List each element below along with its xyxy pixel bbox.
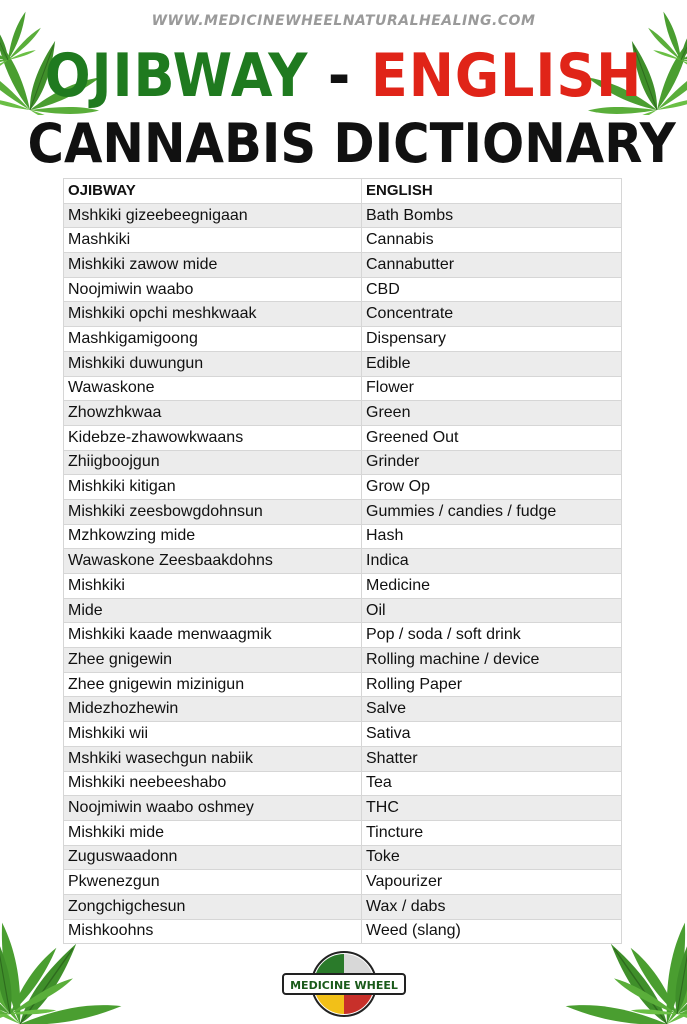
ojibway-term: Mishkiki kitigan [64, 475, 362, 500]
english-term: Greened Out [362, 425, 622, 450]
table-header-row [64, 179, 622, 204]
logo-text: MEDICINE WHEEL [290, 979, 398, 992]
table-row [64, 228, 622, 253]
table-row [64, 203, 622, 228]
medicine-wheel-logo [281, 950, 407, 1018]
ojibway-term: Zhowzhkwaa [64, 401, 362, 426]
table-row [64, 450, 622, 475]
table-row [64, 845, 622, 870]
ojibway-term: Mishkiki kaade menwaagmik [64, 623, 362, 648]
table-row [64, 746, 622, 771]
english-term: Salve [362, 697, 622, 722]
english-term: Concentrate [362, 302, 622, 327]
ojibway-term: Midezhozhewin [64, 697, 362, 722]
ojibway-term: Noojmiwin waabo oshmey [64, 796, 362, 821]
dictionary-table [63, 178, 622, 944]
table-row [64, 722, 622, 747]
table-row [64, 771, 622, 796]
ojibway-term: Mashkiki [64, 228, 362, 253]
table-row [64, 697, 622, 722]
ojibway-term: Mishkiki duwungun [64, 351, 362, 376]
column-header-english: ENGLISH [362, 179, 622, 204]
english-term: Bath Bombs [362, 203, 622, 228]
ojibway-term: Pkwenezgun [64, 870, 362, 895]
table-row [64, 648, 622, 673]
website-url: WWW.MEDICINEWHEELNATURALHEALING.COM [151, 13, 536, 29]
ojibway-term: Zongchigchesun [64, 894, 362, 919]
english-term: Wax / dabs [362, 894, 622, 919]
english-term: Dispensary [362, 327, 622, 352]
ojibway-term: Mishkiki neebeeshabo [64, 771, 362, 796]
ojibway-term: Mishkiki mide [64, 820, 362, 845]
ojibway-term: Mide [64, 598, 362, 623]
table-row [64, 894, 622, 919]
table-row [64, 598, 622, 623]
english-term: Hash [362, 524, 622, 549]
english-term: Sativa [362, 722, 622, 747]
ojibway-term: Mishkiki wii [64, 722, 362, 747]
english-term: Pop / soda / soft drink [362, 623, 622, 648]
table-row [64, 425, 622, 450]
table-row [64, 549, 622, 574]
table-row [64, 524, 622, 549]
ojibway-term: Noojmiwin waabo [64, 277, 362, 302]
english-term: Medicine [362, 574, 622, 599]
ojibway-term: Zhee gnigewin mizinigun [64, 672, 362, 697]
table-row [64, 919, 622, 944]
english-term: THC [362, 796, 622, 821]
table-row [64, 796, 622, 821]
ojibway-term: Mishkiki zeesbowgdohnsun [64, 499, 362, 524]
english-term: Rolling machine / device [362, 648, 622, 673]
english-term: Vapourizer [362, 870, 622, 895]
english-term: Indica [362, 549, 622, 574]
table-row [64, 401, 622, 426]
table-row [64, 623, 622, 648]
table-row [64, 253, 622, 278]
english-term: CBD [362, 277, 622, 302]
column-header-ojibway: OJIBWAY [64, 179, 362, 204]
english-term: Shatter [362, 746, 622, 771]
table-row [64, 351, 622, 376]
table-row [64, 499, 622, 524]
ojibway-term: Wawaskone [64, 376, 362, 401]
ojibway-term: Zhiigboojgun [64, 450, 362, 475]
english-term: Rolling Paper [362, 672, 622, 697]
ojibway-term: Mishkoohns [64, 919, 362, 944]
table-row [64, 870, 622, 895]
page-subtitle: CANNABIS DICTIONARY [27, 112, 676, 175]
table-row [64, 820, 622, 845]
english-term: Tea [362, 771, 622, 796]
title-english: ENGLISH [370, 41, 643, 111]
ojibway-term: Mishkiki [64, 574, 362, 599]
english-term: Flower [362, 376, 622, 401]
table-row [64, 327, 622, 352]
ojibway-term: Mishkiki zawow mide [64, 253, 362, 278]
english-term: Cannabutter [362, 253, 622, 278]
ojibway-term: Mshkiki gizeebeegnigaan [64, 203, 362, 228]
english-term: Tincture [362, 820, 622, 845]
ojibway-term: Mshkiki wasechgun nabiik [64, 746, 362, 771]
english-term: Grow Op [362, 475, 622, 500]
table-row [64, 672, 622, 697]
english-term: Gummies / candies / fudge [362, 499, 622, 524]
english-term: Toke [362, 845, 622, 870]
ojibway-term: Mishkiki opchi meshkwaak [64, 302, 362, 327]
english-term: Weed (slang) [362, 919, 622, 944]
ojibway-term: Zuguswaadonn [64, 845, 362, 870]
ojibway-term: Mzhkowzing mide [64, 524, 362, 549]
page-title [34, 40, 652, 112]
table-row [64, 376, 622, 401]
table-row [64, 277, 622, 302]
table-row [64, 475, 622, 500]
english-term: Edible [362, 351, 622, 376]
english-term: Oil [362, 598, 622, 623]
english-term: Green [362, 401, 622, 426]
table-row [64, 574, 622, 599]
title-dash: - [308, 41, 371, 111]
ojibway-term: Wawaskone Zeesbaakdohns [64, 549, 362, 574]
title-ojibway: OJIBWAY [44, 41, 309, 111]
table-row [64, 302, 622, 327]
ojibway-term: Kidebze-zhawowkwaans [64, 425, 362, 450]
english-term: Cannabis [362, 228, 622, 253]
ojibway-term: Mashkigamigoong [64, 327, 362, 352]
ojibway-term: Zhee gnigewin [64, 648, 362, 673]
english-term: Grinder [362, 450, 622, 475]
